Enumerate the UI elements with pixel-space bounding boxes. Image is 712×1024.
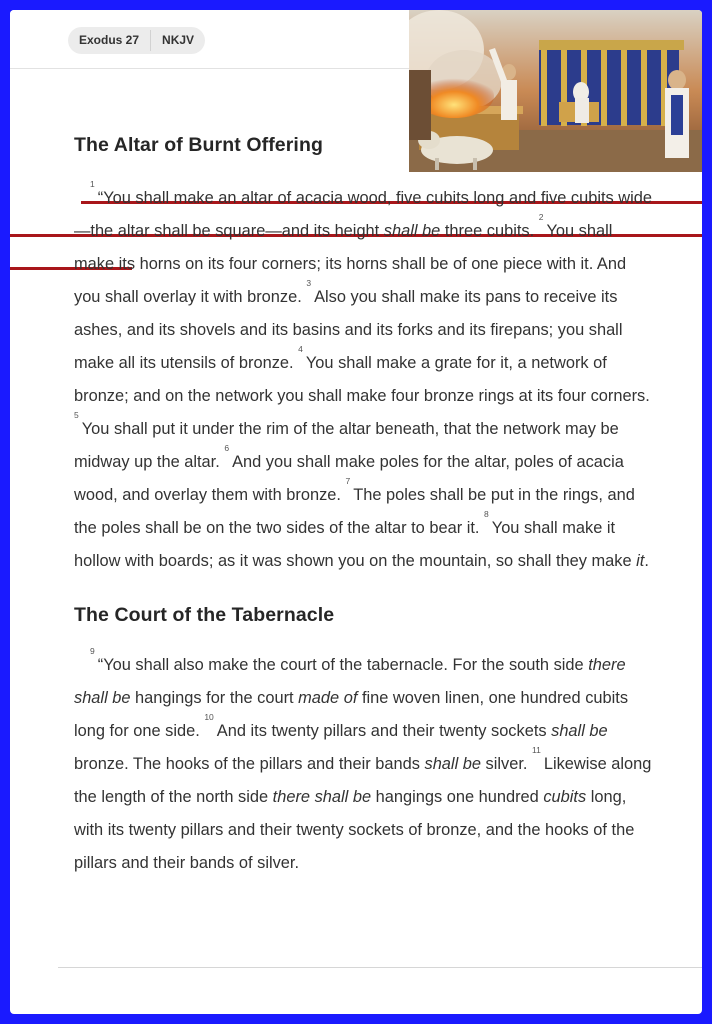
translation-button[interactable]: NKJV [162,33,195,47]
verse-8[interactable]: You shall make it hollow with boards; as it was shown you on the mountain, so shall they make [74,519,637,570]
section-paragraph-altar [74,179,654,578]
verse-4[interactable]: You shall make a grate for it, a network of bronze; and on the network you shall make four bronze rings at its four corners. [74,354,650,405]
page-bottom-divider [58,967,702,968]
verse-number: 2 [538,212,544,222]
chapter-content [74,130,654,880]
verse-7[interactable]: The poles shall be put in the rings, and the poles shall be on the two sides of the altar to bear it. [74,486,635,537]
verse-5[interactable]: You shall put it under the rim of the altar beneath, that the network may be midway up the altar. [74,420,619,471]
verse-9[interactable]: “You shall also make the court of the tabernacle. For the south side [97,656,589,674]
verse-8-italic[interactable]: it [636,552,645,570]
reader-page [10,10,702,1014]
verse-number: 5 [74,410,79,420]
verse-number: 9 [90,646,95,656]
verse-number: 10 [204,712,214,722]
verse-number: 11 [532,745,541,755]
verse-10-italic[interactable]: shall be [551,722,608,740]
verse-number: 6 [224,443,230,453]
verse-2[interactable]: You shall make its horns on its four corners; its horns shall be of one piece with it. And you shall overlay it with bronze. [74,222,627,306]
verse-9-italic[interactable]: there shall be [74,656,626,707]
verse-number: 4 [298,344,303,354]
verse-6[interactable]: And you shall make poles for the altar, poles of acacia wood, and overlay them with bronze. [74,453,624,504]
verse-number: 8 [484,509,489,519]
verse-3[interactable]: Also you shall make its pans to receive its ashes, and its shovels and its basins and its forks and its firepans; you shall make all its utensils of bronze. [74,288,623,372]
verse-number: 3 [306,278,312,288]
verse-11-italic-2[interactable]: cubits [543,788,587,806]
verse-1-end[interactable]: three cubits. [440,222,535,240]
verse-11-italic[interactable]: there shall be [272,788,372,806]
verse-number: 1 [90,179,95,189]
section-paragraph-court [74,646,654,880]
book-chapter-button[interactable]: Exodus 27 [79,33,140,47]
section-heading-altar: The Altar of Burnt Offering [74,134,323,156]
verse-9-italic-2[interactable]: made of [298,689,358,707]
verse-10-end[interactable]: silver. [481,755,528,773]
verse-11-end[interactable]: long, with its twenty pillars and their twenty sockets of bronze, and the hooks of the pillars and their bands of silver. [74,788,635,872]
verse-11-mid[interactable]: hangings one hundred [371,788,544,806]
verse-11[interactable]: Likewise along the length of the north side [74,755,652,806]
verse-10-italic-2[interactable]: shall be [424,755,481,773]
verse-1[interactable]: “You shall make an altar of acacia wood, five cubits long and five cubits wide—the altar shall be square—and its height [74,189,652,240]
passage-selector[interactable] [68,27,205,54]
verse-1-italic[interactable]: shall be [383,222,441,240]
verse-10[interactable]: And its twenty pillars and their twenty sockets [216,722,552,740]
verse-8-end[interactable]: . [644,552,649,570]
verse-9-mid[interactable]: hangings for the court [130,689,299,707]
verse-number: 7 [345,476,351,486]
verse-10-mid[interactable]: bronze. The hooks of the pillars and their bands [74,755,425,773]
section-heading-court: The Court of the Tabernacle [74,604,335,626]
verse-9-end[interactable]: fine woven linen, one hundred cubits long for one side. [74,689,629,740]
